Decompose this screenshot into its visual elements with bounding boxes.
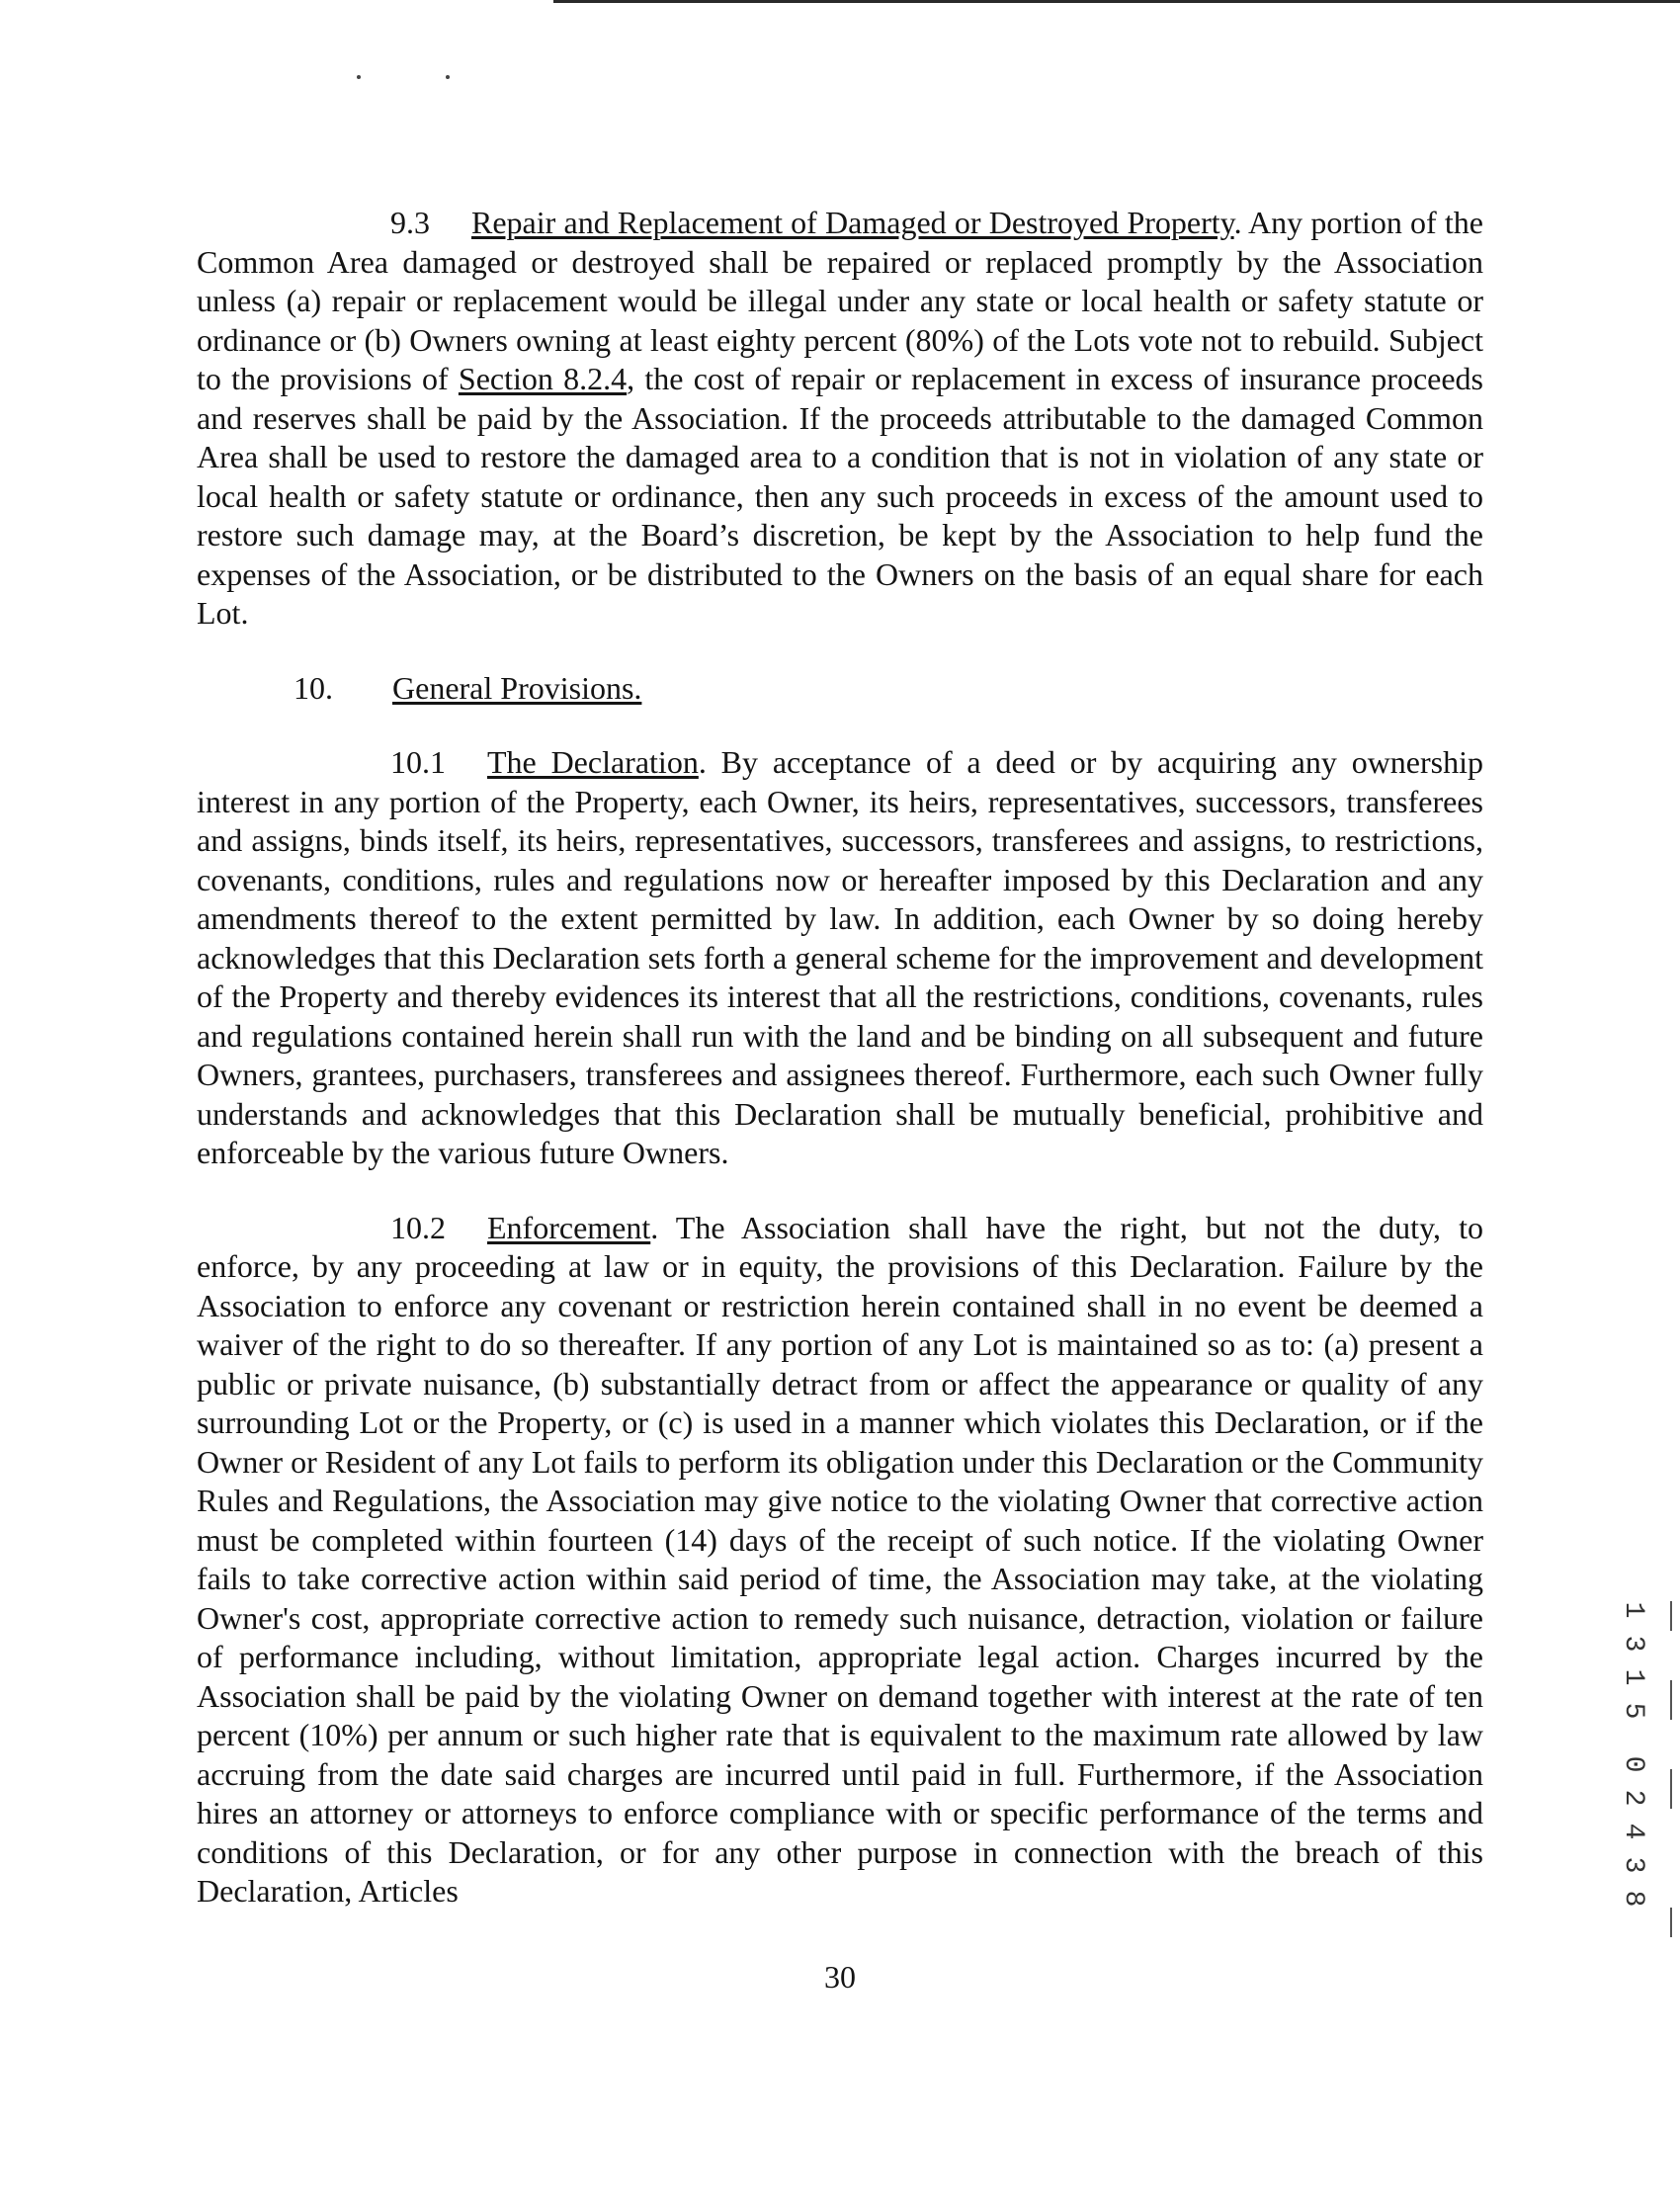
document-body — [197, 204, 1483, 1947]
section-9-3-paragraph — [197, 204, 1483, 634]
section-10-heading-line — [197, 669, 1483, 709]
stamp-digit: 3 — [1618, 1635, 1648, 1653]
recording-stamp — [1613, 1593, 1652, 1915]
section-10-1-text: . By acceptance of a deed or by acquiring any ownership interest in any portion of the Property, each Owner, its heirs, representatives, successors, transferees and assigns, binds itself, its heirs, representatives, successors, transferees and assigns, to restrictions, covenants, conditions, rules and regulations now or hereafter imposed by this Declaration and any amendments thereof to the extent permitted by law. In addition, each Owner by so doing hereby acknowledges that this Declaration sets forth a general scheme for the improvement and development of the Property and thereby evidences its interest that all the restrictions, conditions, covenants, rules and regulations contained herein shall run with the land and be binding on all subsequent and future Owners, grantees, purchasers, transferees and assignees thereof. Furthermore, each such Owner fully understands and acknowledges that this Declaration shall be mutually beneficial, prohibitive and enforceable by the various future Owners. — [197, 744, 1484, 1170]
scan-speck — [446, 75, 450, 79]
scan-top-edge-rule — [553, 0, 1680, 3]
stamp-digit: 1 — [1618, 1668, 1648, 1686]
stamp-digit: 5 — [1618, 1702, 1648, 1720]
section-9-3-number: 9.3 — [390, 205, 430, 240]
stamp-digit: 2 — [1618, 1789, 1648, 1807]
section-9-3-heading: Repair and Replacement of Damaged or Destroyed Property — [471, 205, 1234, 240]
section-10-2-paragraph — [197, 1209, 1483, 1912]
section-10-1-heading: The Declaration — [487, 744, 699, 780]
margin-edge-mark — [1670, 1601, 1672, 1631]
stamp-digit: 8 — [1618, 1890, 1648, 1908]
section-10-number: 10. — [294, 669, 333, 706]
stamp-digit: 0 — [1618, 1755, 1648, 1773]
section-10-1-number: 10.1 — [390, 744, 446, 780]
stamp-digit: 3 — [1618, 1856, 1648, 1874]
stamp-digit: 4 — [1618, 1823, 1648, 1840]
section-10-1-paragraph — [197, 743, 1483, 1173]
margin-edge-mark — [1670, 1680, 1672, 1720]
page-number: 30 — [824, 1959, 856, 1995]
section-10-heading: General Provisions. — [392, 669, 642, 706]
margin-edge-mark — [1670, 1769, 1672, 1809]
margin-edge-mark — [1670, 1908, 1672, 1937]
section-8-2-4-reference: Section 8.2.4 — [458, 361, 628, 396]
stamp-digit: 1 — [1618, 1601, 1648, 1619]
scan-speck — [357, 75, 361, 79]
section-9-3-text-part-2: , the cost of repair or replacement in excess of insurance proceeds and reserves shall be paid by the Association. If the proceeds attributable to the damaged Common Area shall be used to restore the damaged area to a condition that is not in violation of any state or local health or safety statute or ordinance, then any such proceeds in excess of the amount used to restore such damage may, at the Board’s discretion, be kept by the Association to help fund the expenses of the Association, or be distributed to the Owners on the basis of an equal share for each Lot. — [197, 361, 1484, 631]
section-10-2-text: . The Association shall have the right, but not the duty, to enforce, by any proceeding at law or in equity, the provisions of this Declaration. Failure by the Association to enforce any covenant or restriction herein contained shall in no event be deemed a waiver of the right to do so thereafter. If any portion of any Lot is maintained so as to: (a) present a public or private nuisance, (b) substantially detract from or affect the appearance or quality of any surrounding Lot or the Property, or (c) is used in a manner which violates this Declaration, or if the Owner or Resident of any Lot fails to perform its obligation under this Declaration or the Community Rules and Regulations, the Association may give notice to the violating Owner that corrective action must be completed within fourteen (14) days of the receipt of such notice. If the violating Owner fails to take corrective action within said period of time, the Association may take, at the violating Owner's cost, appropriate corrective action to remedy such nuisance, detraction, violation or failure of performance including, without limitation, appropriate legal action. Charges incurred by the Association shall be paid by the violating Owner on demand together with interest at the rate of ten percent (10%) per annum or such higher rate that is equivalent to the maximum rate allowed by law accruing from the date said charges are incurred until paid in full. Furthermore, if the Association hires an attorney or attorneys to enforce compliance with or specific performance of the terms and conditions of this Declaration, or for any other purpose in connection with the breach of this Declaration, Articles — [197, 1209, 1483, 1909]
section-9-3-text-part-1: . Any portion of the Common Area damaged or destroyed shall be repaired or replaced promptly by the Association unless (a) repair or replacement would be illegal under any state or local health or safety statute or ordinance or (b) Owners owning at least eighty percent (80%) of the Lots vote not to rebuild. Subject to the provisions of — [197, 205, 1484, 396]
section-10-2-heading: Enforcement — [487, 1209, 651, 1245]
section-10-2-number: 10.2 — [390, 1209, 446, 1245]
